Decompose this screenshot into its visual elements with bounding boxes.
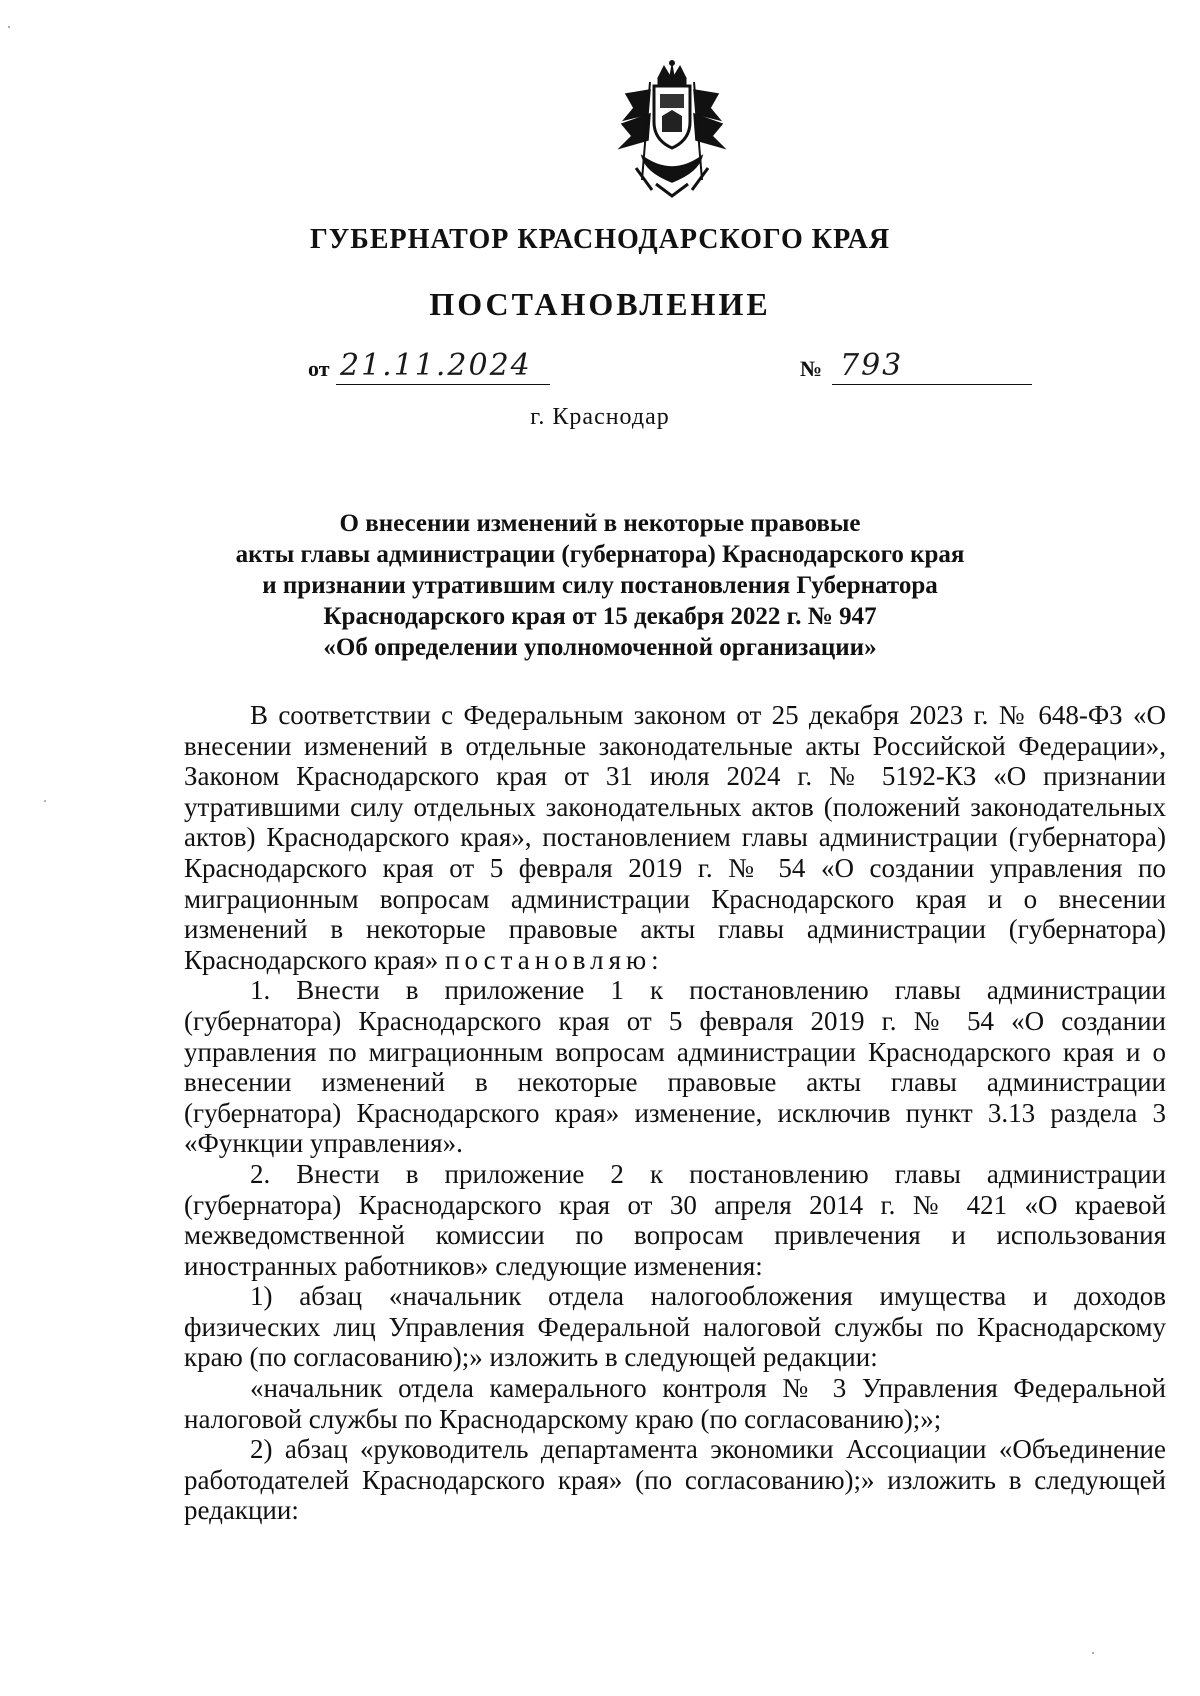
number-prefix: № bbox=[800, 356, 823, 381]
title-line: Краснодарского края от 15 декабря 2022 г. № 947 bbox=[323, 603, 877, 630]
scan-speck bbox=[44, 800, 46, 802]
resolve-word: постановляю: bbox=[445, 944, 664, 975]
issuer-heading: ГУБЕРНАТОР КРАСНОДАРСКОГО КРАЯ bbox=[309, 224, 891, 255]
item-paragraph: 1. Внести в приложение 1 к постановлению главы администрации (губернатора) Краснодарского края от 5 февраля 2019 г. № 54 «О создании управления по миграционным вопросам администрации Краснодарского края и о внесении изменений в некоторые правовые акты главы администрации (губернатора) Краснодарского края» изменение, исключив пункт 3.13 раздела 3 «Функции управления». bbox=[184, 975, 1166, 1159]
document-body bbox=[184, 700, 1166, 1526]
item-paragraph: 1) абзац «начальник отдела налогообложения имущества и доходов физических лиц Управления Федеральной налоговой службы по Краснодарскому краю (по согласованию);» изложить в следующей редакции: bbox=[184, 1281, 1166, 1373]
item-paragraph: 2. Внести в приложение 2 к постановлению главы администрации (губернатора) Краснодарского края от 30 апреля 2014 г. № 421 «О краевой межведомственной комиссии по вопросам привлечения и использования иностранных работников» следующие изменения: bbox=[184, 1158, 1166, 1281]
preamble-text: В соответствии с Федеральным законом от 25 декабря 2023 г. № 648-ФЗ «О внесении изменений в отдельные законодательные акты Российской Федерации», Законом Краснодарского края от 31 июля 2024 г. № 5192-КЗ «О признании утратившими силу отдельных законодательных актов (положений законодательных актов) Краснодарского края», постановлением главы администрации (губернатора) Краснодарского края от 5 февраля 2019 г. № 54 «О создании управления по миграционным вопросам администрации Краснодарского края и о внесении изменений в некоторые правовые акты главы администрации (губернатора) Краснодарского края» bbox=[184, 700, 1166, 975]
item-paragraph: 2) абзац «руководитель департамента экономики Ассоциации «Объединение работодателей Краснодарского края» (по согласованию);» изложить в следующей редакции: bbox=[184, 1434, 1166, 1526]
title-line: и признании утратившим силу постановления Губернатора bbox=[262, 572, 938, 599]
document-number: 793 bbox=[840, 348, 904, 383]
date-prefix: от bbox=[308, 356, 330, 381]
scan-speck bbox=[1092, 1652, 1094, 1654]
document-title bbox=[160, 508, 1040, 663]
scan-speck bbox=[8, 26, 10, 28]
document-date: 21.11.2024 bbox=[340, 348, 532, 383]
title-line: «Об определении уполномоченной организации» bbox=[323, 634, 877, 661]
title-line: акты главы администрации (губернатора) Краснодарского края bbox=[235, 541, 965, 568]
document-type-heading: ПОСТАНОВЛЕНИЕ bbox=[429, 286, 771, 322]
title-line: О внесении изменений в некоторые правовые bbox=[339, 510, 861, 537]
date-underline bbox=[336, 384, 550, 385]
city-line: г. Краснодар bbox=[530, 404, 670, 430]
coat-of-arms-icon bbox=[612, 60, 732, 200]
item-paragraph: «начальник отдела камерального контроля № 3 Управления Федеральной налоговой службы по Краснодарскому краю (по согласованию);»; bbox=[184, 1373, 1166, 1434]
number-underline bbox=[832, 384, 1032, 385]
preamble-paragraph bbox=[184, 700, 1166, 975]
